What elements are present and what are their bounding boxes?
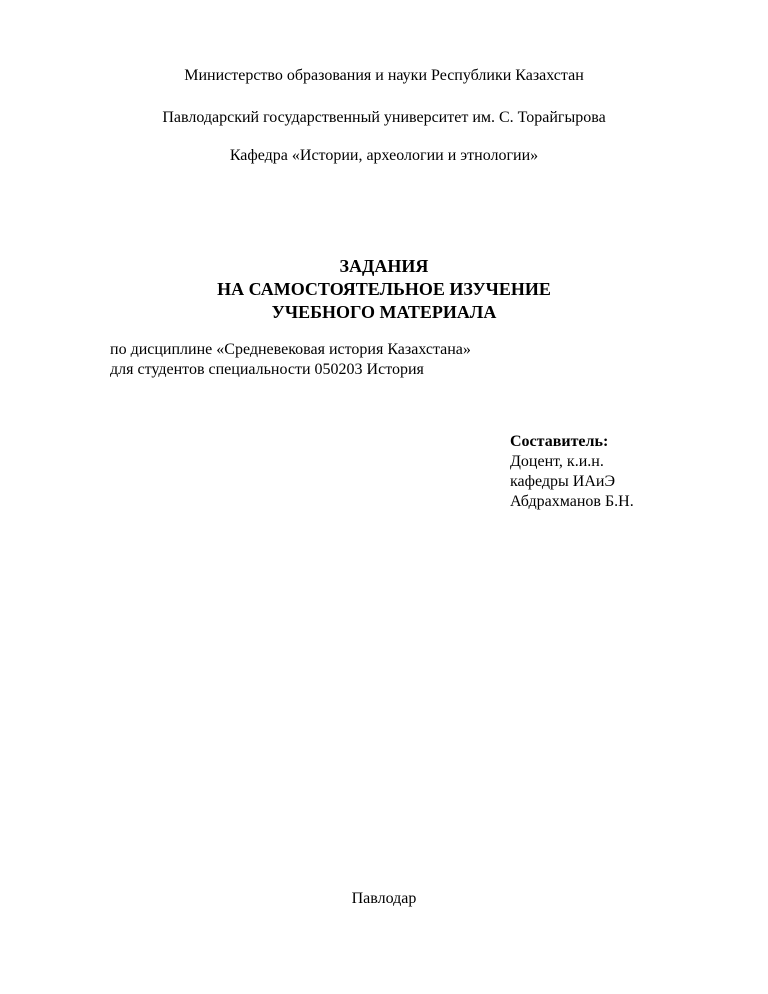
compiler-name: Абдрахманов Б.Н.: [510, 493, 634, 510]
title-line-2: НА САМОСТОЯТЕЛЬНОЕ ИЗУЧЕНИЕ: [217, 279, 551, 299]
compiler-label: Составитель:: [510, 433, 609, 450]
city-name: Павлодар: [351, 890, 417, 907]
compiler-block: [510, 432, 634, 512]
specialty-line: для студентов специальности 050203 История: [110, 361, 424, 378]
document-title: [0, 255, 768, 324]
title-line-3: УЧЕБНОГО МАТЕРИАЛА: [271, 302, 497, 322]
discipline-line: по дисциплине «Средневековая история Казахстана»: [110, 341, 471, 358]
compiler-position: Доцент, к.и.н.: [510, 453, 604, 470]
compiler-department: кафедры ИАиЭ: [510, 473, 616, 490]
discipline-info: [110, 340, 471, 380]
ministry-name: Министерство образования и науки Республики Казахстан: [184, 67, 584, 84]
title-line-1: ЗАДАНИЯ: [339, 256, 429, 276]
university-name: Павлодарский государственный университет им. С. Торайгырова: [162, 109, 606, 126]
department-name: Кафедра «Истории, археологии и этнологии»: [229, 147, 539, 164]
